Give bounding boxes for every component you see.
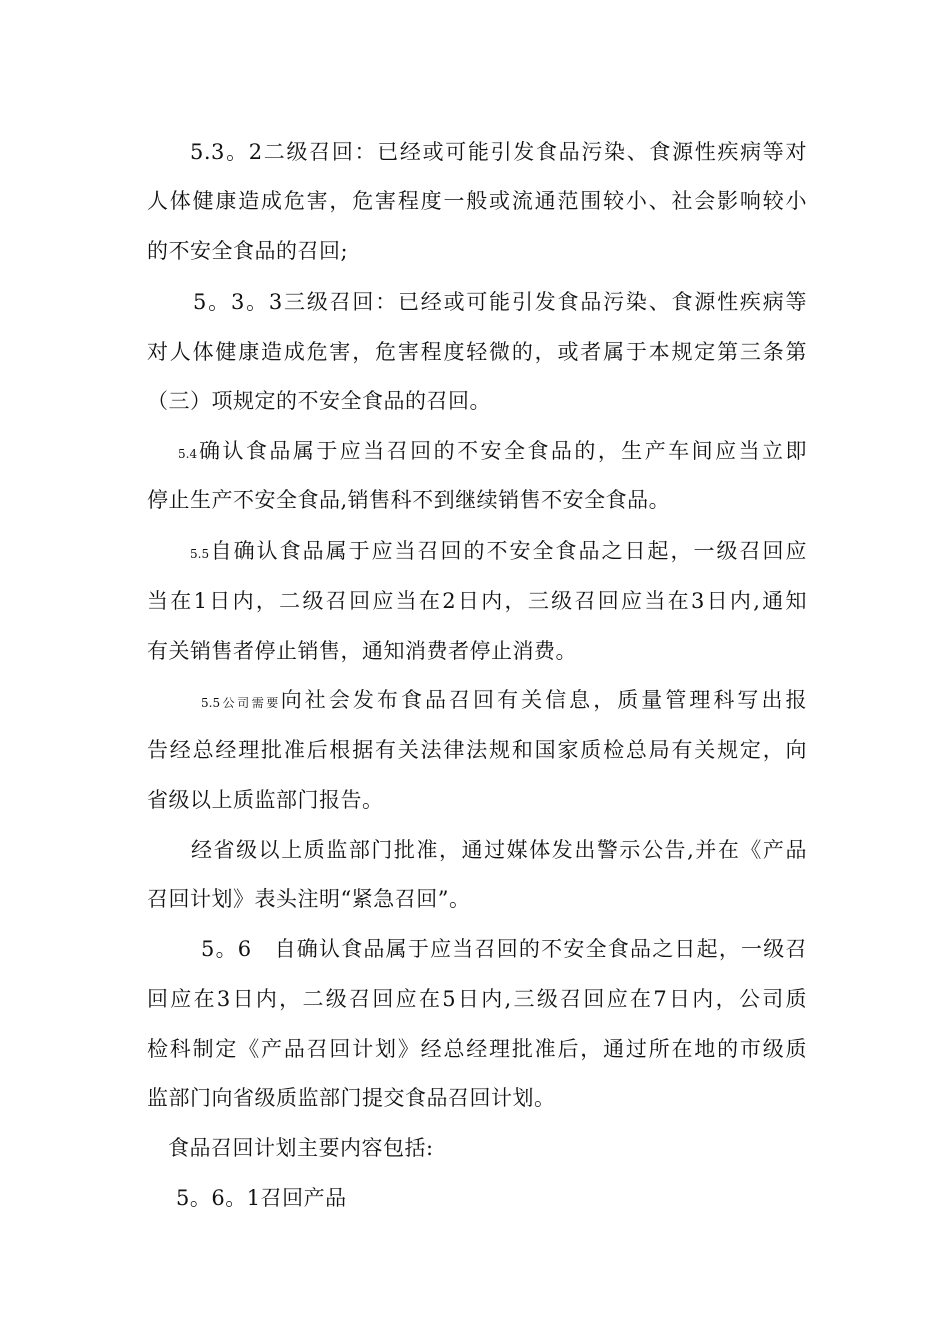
paragraph-7-line-2: 回应在3日内，二级召回应在5日内,三级召回应在7日内，公司质 (147, 987, 807, 1011)
paragraph-3-line-1 (178, 436, 807, 469)
paragraph-2-line-1: 5。3。3三级召回：已经或可能引发食品污染、食源性疾病等 (193, 290, 807, 314)
paragraph-4-line-1 (190, 536, 807, 569)
paragraph-4-prefix: 5.5 (190, 547, 210, 561)
paragraph-9-line-1: 5。6。1召回产品 (176, 1186, 347, 1210)
paragraph-4-line-2: 当在1日内，二级召回应当在2日内，三级召回应当在3日内,通知 (147, 589, 807, 613)
paragraph-8-line-1: 食品召回计划主要内容包括: (168, 1136, 434, 1160)
paragraph-7-line-3: 检科制定《产品召回计划》经总经理批准后，通过所在地的市级质 (147, 1037, 807, 1061)
paragraph-1-line-2: 人体健康造成危害，危害程度一般或流通范围较小、社会影响较小 (147, 189, 807, 213)
paragraph-3-prefix: 5.4 (178, 447, 198, 461)
paragraph-1-line-3: 的不安全食品的召回; (147, 239, 349, 263)
paragraph-2-line-3: （三）项规定的不安全食品的召回。 (147, 389, 491, 413)
paragraph-6-line-1: 经省级以上质监部门批准，通过媒体发出警示公告,并在《产品 (191, 838, 807, 862)
paragraph-2-line-2: 对人体健康造成危害，危害程度轻微的，或者属于本规定第三条第 (147, 340, 807, 364)
paragraph-1-line-1: 5.3。2二级召回：已经或可能引发食品污染、食源性疾病等对 (190, 140, 807, 164)
paragraph-7-line-1: 5。6 自确认食品属于应当召回的不安全食品之日起，一级召 (201, 937, 807, 961)
paragraph-4-line-1-text: 自确认食品属于应当召回的不安全食品之日起，一级召回应 (209, 539, 807, 563)
paragraph-7-line-4: 监部门向省级质监部门提交食品召回计划。 (147, 1086, 556, 1110)
paragraph-5-line-3: 省级以上质监部门报告。 (147, 788, 384, 812)
paragraph-3-line-2: 停止生产不安全食品,销售科不到继续销售不安全食品。 (147, 488, 671, 512)
paragraph-5-prefix: 5.5公司需要 (201, 696, 281, 710)
paragraph-6-line-2: 召回计划》表头注明“紧急召回”。 (147, 887, 471, 911)
paragraph-3-line-1-text: 确认食品属于应当召回的不安全食品的，生产车间应当立即 (197, 439, 807, 463)
paragraph-5-line-2: 告经总经理批准后根据有关法律法规和国家质检总局有关规定，向 (147, 738, 807, 762)
paragraph-4-line-3: 有关销售者停止销售，通知消费者停止消费。 (147, 639, 577, 663)
paragraph-5-line-1-text: 向社会发布食品召回有关信息，质量管理科写出报 (280, 688, 807, 712)
paragraph-5-line-1 (201, 685, 807, 718)
